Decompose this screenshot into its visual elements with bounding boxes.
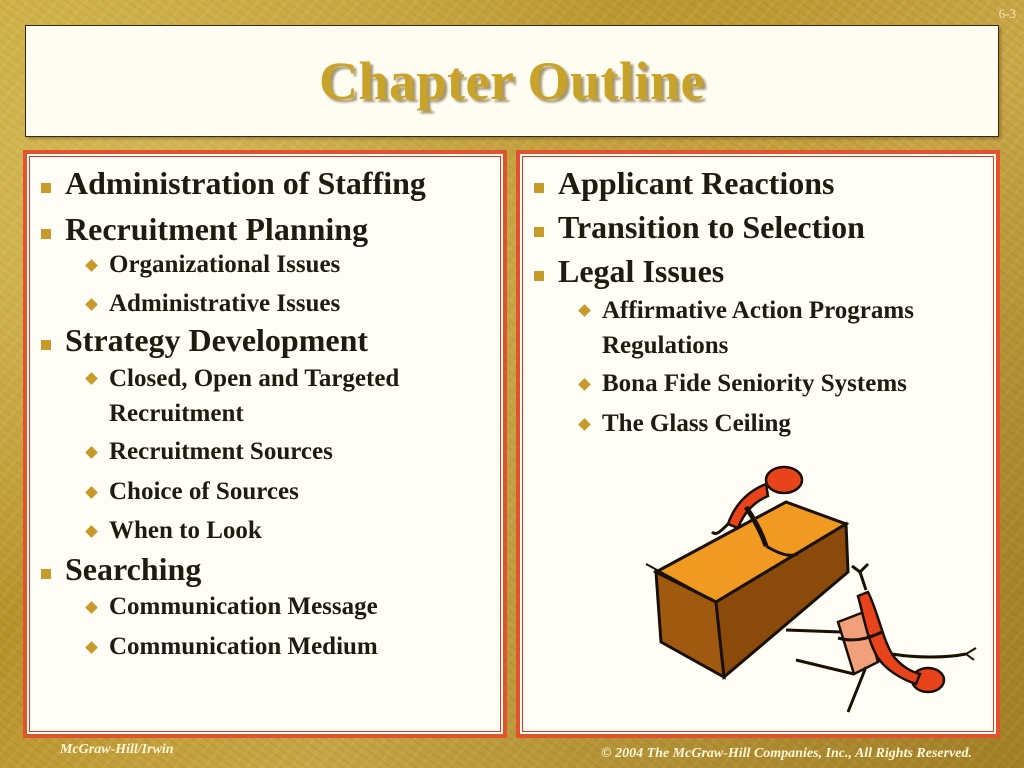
outline-item [27, 552, 503, 588]
outline-item-label: Strategy Development [65, 322, 369, 359]
left-outline-panel [23, 150, 507, 738]
title-box [25, 25, 999, 137]
diamond-bullet-icon [85, 446, 98, 459]
outline-item-label: Applicant Reactions [558, 165, 835, 201]
square-bullet-icon [534, 271, 544, 281]
outline-subitem [520, 367, 996, 401]
square-bullet-icon [41, 340, 51, 350]
diamond-bullet-icon [85, 641, 98, 654]
outline-item-label: Recruitment Planning [65, 210, 369, 247]
outline-item [520, 210, 996, 246]
outline-subitem-label: Communication Medium [109, 632, 378, 660]
outline-subitem-label: The Glass Ceiling [602, 410, 791, 438]
outline-item [27, 323, 503, 359]
left-outline-list [27, 154, 503, 664]
publisher-footer: McGraw-Hill/Irwin [60, 742, 174, 757]
diamond-bullet-icon [578, 305, 591, 318]
slide-title: Chapter Outline [318, 51, 706, 111]
desk-icon [646, 502, 848, 677]
outline-subitem [27, 475, 503, 509]
figures-fighting-over-desk-illustration [616, 462, 982, 724]
outline-item-label: Transition to Selection [558, 208, 865, 245]
outline-item-label: Searching [65, 551, 202, 588]
outline-subitem [27, 361, 503, 431]
outline-subitem [27, 514, 503, 548]
outline-subitem [27, 287, 503, 321]
outline-subitem-label: Choice of Sources [109, 477, 299, 505]
slide-number: 6-3 [998, 6, 1016, 21]
outline-subitem-label: Recruitment Sources [109, 437, 333, 465]
outline-subitem-label: Closed, Open and Targeted Recruitment [109, 364, 400, 427]
outline-item [520, 166, 996, 202]
copyright-footer: © 2004 The McGraw-Hill Companies, Inc., All Rights Reserved. [601, 746, 972, 761]
diamond-bullet-icon [85, 299, 98, 312]
diamond-bullet-icon [85, 486, 98, 499]
outline-subitem [27, 590, 503, 624]
outline-subitem-label: Administrative Issues [109, 290, 341, 318]
diamond-bullet-icon [578, 418, 591, 431]
right-outline-list [520, 154, 996, 441]
square-bullet-icon [41, 569, 51, 579]
outline-item [520, 254, 996, 290]
outline-item-label: Legal Issues [558, 252, 725, 289]
diamond-bullet-icon [578, 379, 591, 392]
outline-subitem-label: Communication Message [109, 593, 378, 621]
outline-item-label: Administration of Staffing [65, 165, 426, 201]
outline-subitem-label: Affirmative Action Programs Regulations [602, 297, 914, 360]
square-bullet-icon [534, 227, 544, 237]
outline-item [27, 212, 503, 248]
diamond-bullet-icon [85, 601, 98, 614]
outline-subitem [27, 435, 503, 469]
square-bullet-icon [534, 183, 544, 193]
diamond-bullet-icon [85, 259, 98, 272]
outline-subitem [27, 630, 503, 664]
outline-subitem-label: Bona Fide Seniority Systems [602, 370, 907, 398]
chair-icon [786, 612, 878, 712]
outline-subitem-label: When to Look [109, 517, 262, 545]
square-bullet-icon [41, 229, 51, 239]
outline-subitem [520, 293, 996, 363]
outline-subitem [27, 248, 503, 282]
outline-subitem [520, 407, 996, 441]
outline-subitem-label: Organizational Issues [109, 250, 341, 278]
diamond-bullet-icon [85, 372, 98, 385]
diamond-bullet-icon [85, 526, 98, 539]
square-bullet-icon [41, 183, 51, 193]
outline-item [27, 166, 503, 202]
